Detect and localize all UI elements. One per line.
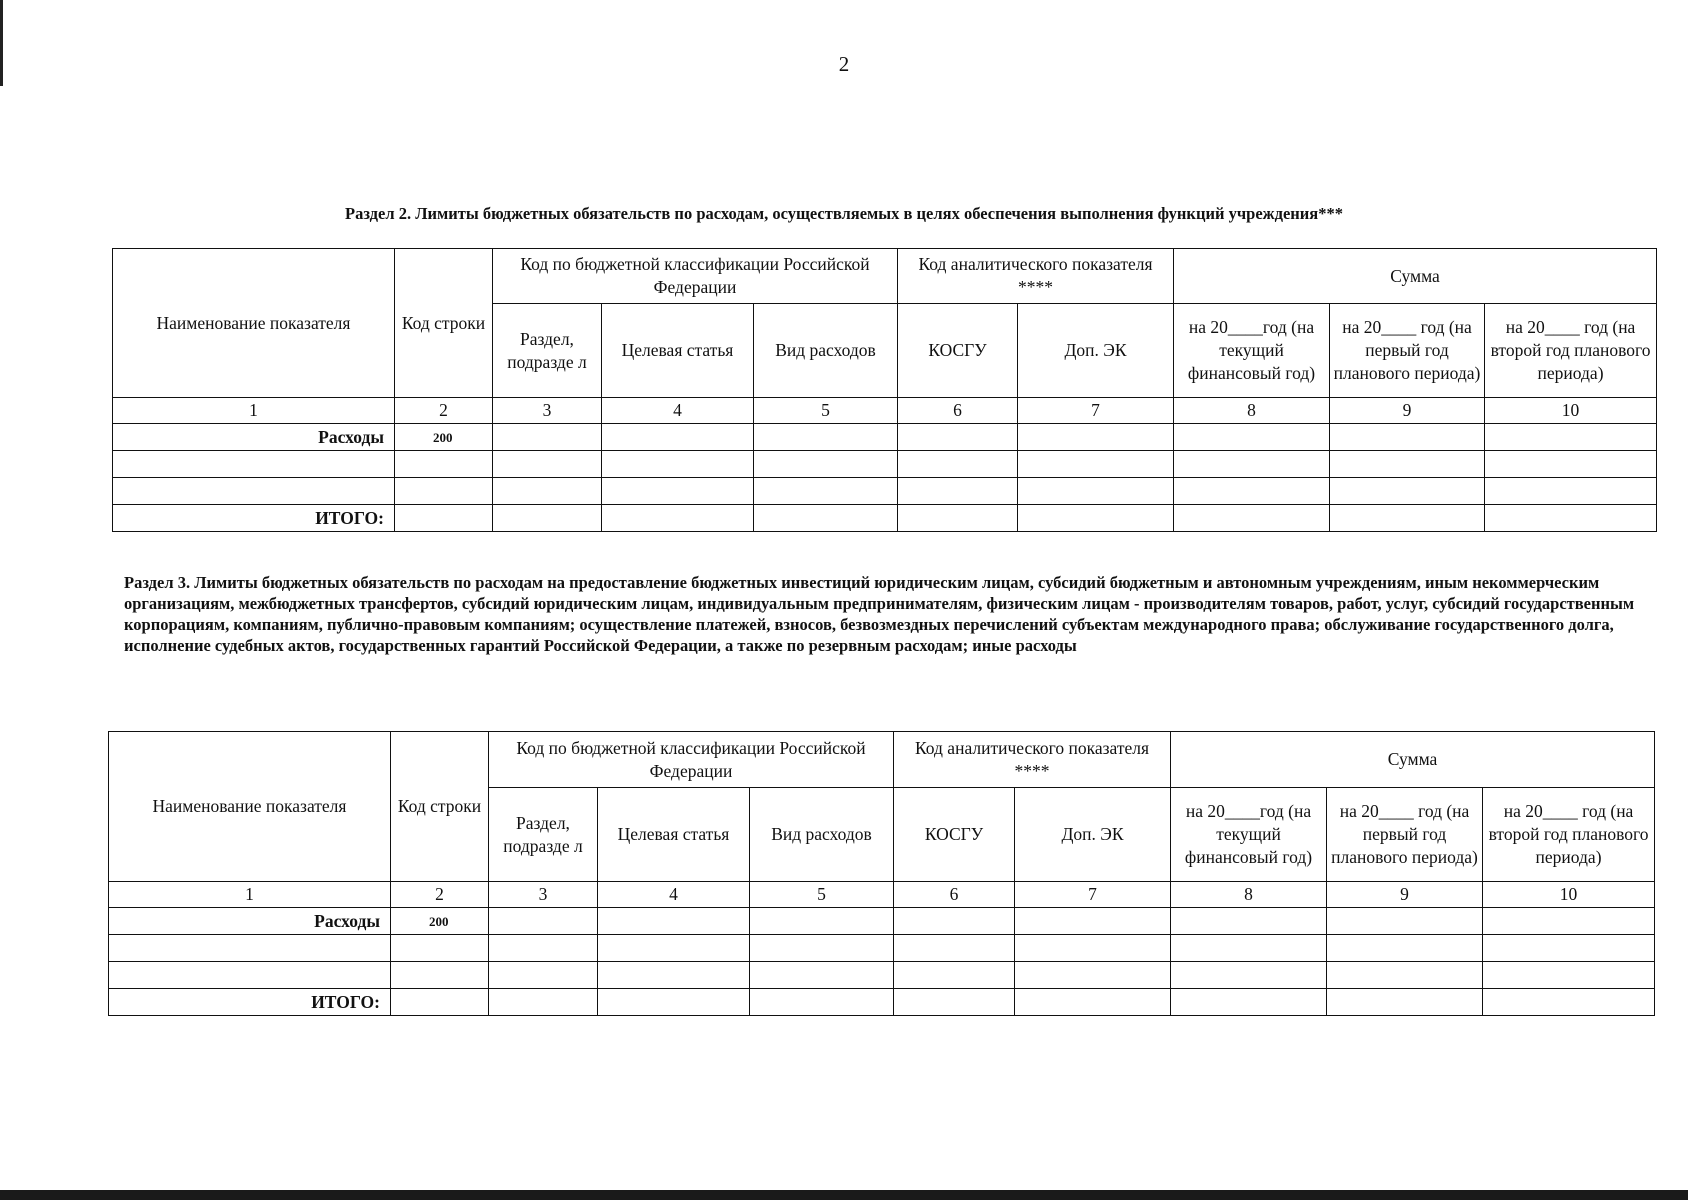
col-number: 7 bbox=[1018, 398, 1174, 424]
table-cell[interactable] bbox=[1327, 962, 1483, 989]
col-number: 9 bbox=[1330, 398, 1485, 424]
table-cell[interactable] bbox=[395, 478, 493, 505]
blank-row bbox=[109, 935, 1655, 962]
table-cell[interactable] bbox=[1483, 989, 1655, 1016]
extra-ek-header: Доп. ЭК bbox=[1015, 788, 1171, 882]
total-label: ИТОГО: bbox=[109, 989, 391, 1016]
col-number: 10 bbox=[1483, 882, 1655, 908]
table-cell[interactable] bbox=[489, 908, 598, 935]
table-cell[interactable] bbox=[602, 451, 754, 478]
col-number: 8 bbox=[1171, 882, 1327, 908]
table-cell[interactable] bbox=[898, 424, 1018, 451]
table-cell[interactable] bbox=[1330, 478, 1485, 505]
section-subsection-header: Раздел, подразде л bbox=[489, 788, 598, 882]
column-number-row bbox=[109, 882, 1655, 908]
table-cell[interactable] bbox=[750, 989, 894, 1016]
expenses-label: Расходы bbox=[109, 908, 391, 935]
expenses-row bbox=[113, 424, 1657, 451]
kosgu-header: КОСГУ bbox=[894, 788, 1015, 882]
table-cell[interactable] bbox=[1171, 908, 1327, 935]
table-cell[interactable] bbox=[1330, 424, 1485, 451]
table-cell[interactable] bbox=[754, 505, 898, 532]
col-number: 5 bbox=[754, 398, 898, 424]
table-cell[interactable] bbox=[894, 908, 1015, 935]
section-2-table bbox=[112, 248, 1657, 532]
total-label: ИТОГО: bbox=[113, 505, 395, 532]
table-cell[interactable] bbox=[1015, 908, 1171, 935]
indicator-name-header: Наименование показателя bbox=[109, 732, 391, 882]
table-cell[interactable] bbox=[109, 962, 391, 989]
section-2-title: Раздел 2. Лимиты бюджетных обязательств по расходам, осуществляемых в целях обеспечения выполнения функций учреждения*** bbox=[345, 204, 1343, 223]
year-second-header: на 20____ год (на второй год планового периода) bbox=[1483, 788, 1655, 882]
table-cell[interactable] bbox=[894, 989, 1015, 1016]
col-number: 8 bbox=[1174, 398, 1330, 424]
expense-type-header: Вид расходов bbox=[754, 304, 898, 398]
table-cell[interactable] bbox=[493, 451, 602, 478]
col-number: 4 bbox=[602, 398, 754, 424]
table-cell[interactable] bbox=[894, 962, 1015, 989]
target-item-header: Целевая статья bbox=[598, 788, 750, 882]
table-cell[interactable] bbox=[750, 908, 894, 935]
table-cell[interactable] bbox=[1015, 962, 1171, 989]
table-cell[interactable] bbox=[493, 478, 602, 505]
kosgu-header: КОСГУ bbox=[898, 304, 1018, 398]
table-cell[interactable] bbox=[894, 935, 1015, 962]
col-number: 2 bbox=[395, 398, 493, 424]
col-number: 2 bbox=[391, 882, 489, 908]
table-cell[interactable] bbox=[754, 424, 898, 451]
col-number: 5 bbox=[750, 882, 894, 908]
expenses-code: 200 bbox=[391, 908, 489, 935]
col-number: 1 bbox=[109, 882, 391, 908]
table-cell[interactable] bbox=[1327, 908, 1483, 935]
table-cell[interactable] bbox=[113, 478, 395, 505]
table-cell[interactable] bbox=[1485, 505, 1657, 532]
table-cell[interactable] bbox=[754, 478, 898, 505]
table-cell[interactable] bbox=[1018, 424, 1174, 451]
table-cell[interactable] bbox=[1485, 451, 1657, 478]
total-row bbox=[109, 989, 1655, 1016]
year-current-header: на 20____год (на текущий финансовый год) bbox=[1171, 788, 1327, 882]
table-cell[interactable] bbox=[391, 962, 489, 989]
table-cell[interactable] bbox=[898, 505, 1018, 532]
table-cell[interactable] bbox=[898, 451, 1018, 478]
table-cell[interactable] bbox=[598, 908, 750, 935]
header-row-1 bbox=[113, 249, 1657, 304]
column-number-row bbox=[113, 398, 1657, 424]
table-cell[interactable] bbox=[602, 478, 754, 505]
blank-row bbox=[113, 451, 1657, 478]
analytic-code-header: Код аналитического показателя **** bbox=[894, 732, 1171, 788]
target-item-header: Целевая статья bbox=[602, 304, 754, 398]
table-cell[interactable] bbox=[1174, 478, 1330, 505]
table-cell[interactable] bbox=[493, 424, 602, 451]
col-number: 4 bbox=[598, 882, 750, 908]
table-cell[interactable] bbox=[391, 935, 489, 962]
year-first-header: на 20____ год (на первый год планового периода) bbox=[1330, 304, 1485, 398]
table-cell[interactable] bbox=[493, 505, 602, 532]
expenses-row bbox=[109, 908, 1655, 935]
table-cell[interactable] bbox=[1483, 935, 1655, 962]
col-number: 1 bbox=[113, 398, 395, 424]
col-number: 3 bbox=[493, 398, 602, 424]
scan-edge-bottom bbox=[0, 1190, 1688, 1200]
table-cell[interactable] bbox=[1327, 989, 1483, 1016]
table-cell[interactable] bbox=[109, 935, 391, 962]
table-cell[interactable] bbox=[598, 962, 750, 989]
table-cell[interactable] bbox=[489, 989, 598, 1016]
table-cell[interactable] bbox=[1485, 424, 1657, 451]
table-cell[interactable] bbox=[1327, 935, 1483, 962]
table-cell[interactable] bbox=[1171, 962, 1327, 989]
col-number: 10 bbox=[1485, 398, 1657, 424]
year-second-header: на 20____ год (на второй год планового периода) bbox=[1485, 304, 1657, 398]
analytic-code-header: Код аналитического показателя **** bbox=[898, 249, 1174, 304]
sum-header: Сумма bbox=[1174, 249, 1657, 304]
table-cell[interactable] bbox=[395, 451, 493, 478]
table-cell[interactable] bbox=[395, 505, 493, 532]
indicator-name-header: Наименование показателя bbox=[113, 249, 395, 398]
expense-type-header: Вид расходов bbox=[750, 788, 894, 882]
table-cell[interactable] bbox=[1171, 989, 1327, 1016]
blank-row bbox=[113, 478, 1657, 505]
table-cell[interactable] bbox=[1174, 505, 1330, 532]
table-cell[interactable] bbox=[1015, 935, 1171, 962]
row-code-header: Код строки bbox=[391, 732, 489, 882]
table-cell[interactable] bbox=[1330, 451, 1485, 478]
budget-class-header: Код по бюджетной классификации Российской Федерации bbox=[493, 249, 898, 304]
blank-row bbox=[109, 962, 1655, 989]
table-cell[interactable] bbox=[1174, 424, 1330, 451]
section-subsection-header: Раздел, подразде л bbox=[493, 304, 602, 398]
col-number: 6 bbox=[898, 398, 1018, 424]
table-cell[interactable] bbox=[598, 989, 750, 1016]
extra-ek-header: Доп. ЭК bbox=[1018, 304, 1174, 398]
table-cell[interactable] bbox=[750, 935, 894, 962]
table-cell[interactable] bbox=[602, 424, 754, 451]
table-cell[interactable] bbox=[391, 989, 489, 1016]
col-number: 9 bbox=[1327, 882, 1483, 908]
budget-class-header: Код по бюджетной классификации Российской Федерации bbox=[489, 732, 894, 788]
row-code-header: Код строки bbox=[395, 249, 493, 398]
page-number: 2 bbox=[838, 52, 850, 76]
expenses-code: 200 bbox=[395, 424, 493, 451]
col-number: 3 bbox=[489, 882, 598, 908]
table-cell[interactable] bbox=[1015, 989, 1171, 1016]
table-cell[interactable] bbox=[1018, 505, 1174, 532]
table-cell[interactable] bbox=[1171, 935, 1327, 962]
col-number: 6 bbox=[894, 882, 1015, 908]
table-cell[interactable] bbox=[1018, 451, 1174, 478]
table-cell[interactable] bbox=[1483, 908, 1655, 935]
year-first-header: на 20____ год (на первый год планового периода) bbox=[1327, 788, 1483, 882]
table-cell[interactable] bbox=[750, 962, 894, 989]
table-cell[interactable] bbox=[898, 478, 1018, 505]
table-cell[interactable] bbox=[1485, 478, 1657, 505]
year-current-header: на 20____год (на текущий финансовый год) bbox=[1174, 304, 1330, 398]
table-cell[interactable] bbox=[1174, 451, 1330, 478]
table-cell[interactable] bbox=[602, 505, 754, 532]
table-cell[interactable] bbox=[1330, 505, 1485, 532]
table-cell[interactable] bbox=[489, 935, 598, 962]
table-cell[interactable] bbox=[754, 451, 898, 478]
table-cell[interactable] bbox=[1018, 478, 1174, 505]
table-cell[interactable] bbox=[598, 935, 750, 962]
header-row-1 bbox=[109, 732, 1655, 788]
sum-header: Сумма bbox=[1171, 732, 1655, 788]
col-number: 7 bbox=[1015, 882, 1171, 908]
table-cell[interactable] bbox=[1483, 962, 1655, 989]
total-row bbox=[113, 505, 1657, 532]
table-cell[interactable] bbox=[489, 962, 598, 989]
section-3-title: Раздел 3. Лимиты бюджетных обязательств по расходам на предоставление бюджетных инвестиций юридическим лицам, субсидий бюджетным и автономным учреждениям, иным некоммерческим организациям, межбюджетных трансфертов, субсидий юридическим лицам, индивидуальным предпринимателям, физическим лицам - производителям товаров, работ, услуг, субсидий государственным корпорациям, компаниям, публично-правовым компаниям; осуществление платежей, взносов, безвозмездных перечислений субъектам международного права; обслуживание государственного долга, исполнение судебных актов, государственных гарантий Российской Федерации, а также по резервным расходам; иные расходы bbox=[124, 573, 1635, 655]
section-3-table bbox=[108, 731, 1655, 1016]
table-cell[interactable] bbox=[113, 451, 395, 478]
expenses-label: Расходы bbox=[113, 424, 395, 451]
